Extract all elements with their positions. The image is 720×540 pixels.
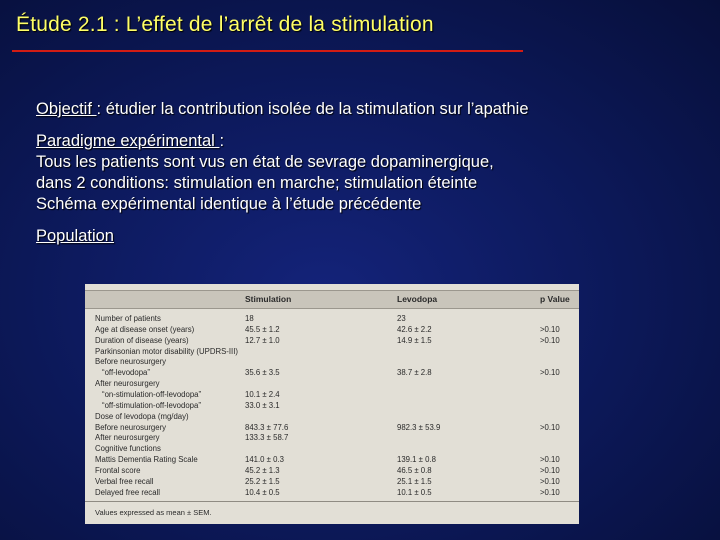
table-cell: 38.7 ± 2.8: [397, 368, 432, 378]
table-row: [85, 368, 579, 377]
table-cell: Before neurosurgery: [95, 422, 167, 432]
slide-title: Étude 2.1 : L’effet de l’arrêt de la stimulation: [16, 13, 434, 36]
objectif-paragraph: [36, 99, 706, 120]
table-cell: >0.10: [540, 422, 560, 432]
table-cell: Dose of levodopa (mg/day): [95, 411, 189, 421]
table-cell: >0.10: [540, 465, 560, 475]
paradigme-line-2: dans 2 conditions: stimulation en marche; stimulation éteinte: [36, 174, 478, 192]
table-cell: Delayed free recall: [95, 487, 161, 497]
population-table: [85, 284, 579, 524]
table-cell: 25.1 ± 1.5: [397, 476, 432, 486]
table-header-cell: Levodopa: [397, 294, 438, 304]
table-row: [85, 488, 579, 497]
table-cell: >0.10: [540, 487, 560, 497]
population-label: Population: [36, 227, 114, 245]
table-cell: >0.10: [540, 476, 560, 486]
table-cell: Duration of disease (years): [95, 335, 189, 345]
objectif-label: Objectif: [36, 100, 97, 118]
table-cell: After neurosurgery: [95, 433, 160, 443]
table-row: [85, 325, 579, 334]
table-row: [85, 477, 579, 486]
table-cell: 139.1 ± 0.8: [397, 455, 436, 465]
table-row: [85, 347, 579, 356]
table-cell: 843.3 ± 77.6: [245, 422, 289, 432]
table-cell: “on-stimulation-off-levodopa”: [102, 389, 202, 399]
table-cell: >0.10: [540, 455, 560, 465]
table-header-cell: p Value: [540, 294, 570, 304]
table-row: [85, 412, 579, 421]
table-cell: 35.6 ± 3.5: [245, 368, 280, 378]
table-cell: 45.5 ± 1.2: [245, 324, 280, 334]
table-cell: 10.4 ± 0.5: [245, 487, 280, 497]
table-cell: “off-stimulation-off-levodopa”: [102, 400, 201, 410]
table-row: [85, 466, 579, 475]
table-cell: >0.10: [540, 368, 560, 378]
paradigme-line-1: Tous les patients sont vus en état de sevrage dopaminergique,: [36, 153, 494, 171]
table-row: [85, 379, 579, 388]
table-row: [85, 314, 579, 323]
table-cell: >0.10: [540, 335, 560, 345]
table-cell: 10.1 ± 0.5: [397, 487, 432, 497]
table-row: [85, 336, 579, 345]
table-row: [85, 444, 579, 453]
table-cell: 12.7 ± 1.0: [245, 335, 280, 345]
table-cell: Frontal score: [95, 465, 141, 475]
paradigme-paragraph: [36, 131, 706, 215]
table-cell: Verbal free recall: [95, 476, 154, 486]
table-footer-rule: [85, 501, 579, 502]
table-row: [85, 455, 579, 464]
table-cell: 25.2 ± 1.5: [245, 476, 280, 486]
paradigme-colon: :: [219, 132, 225, 150]
population-paragraph: [36, 226, 706, 247]
table-cell: Number of patients: [95, 314, 161, 323]
paradigme-line-3: Schéma expérimental identique à l’étude précédente: [36, 195, 422, 213]
table-cell: 45.2 ± 1.3: [245, 465, 280, 475]
table-cell: Age at disease onset (years): [95, 324, 195, 334]
table-cell: Before neurosurgery: [95, 357, 167, 367]
table-cell: 18: [245, 314, 254, 323]
table-row: [85, 433, 579, 442]
table-header-row: [85, 290, 579, 309]
table-cell: Parkinsonian motor disability (UPDRS-III): [95, 346, 238, 356]
table-cell: After neurosurgery: [95, 379, 160, 389]
table-cell: 42.6 ± 2.2: [397, 324, 432, 334]
table-cell: 33.0 ± 3.1: [245, 400, 280, 410]
table-row: [85, 401, 579, 410]
table-row: [85, 423, 579, 432]
title-underline-rule: [12, 50, 523, 52]
slide-body: [36, 99, 706, 258]
table-cell: 23: [397, 314, 406, 323]
table-cell: 133.3 ± 58.7: [245, 433, 289, 443]
table-cell: Mattis Dementia Rating Scale: [95, 455, 198, 465]
objectif-text: : étudier la contribution isolée de la stimulation sur l’apathie: [96, 100, 529, 118]
table-cell: 10.1 ± 2.4: [245, 389, 280, 399]
table-row: [85, 390, 579, 399]
table-footnote: Values expressed as mean ± SEM.: [95, 508, 212, 517]
table-header-cell: Stimulation: [245, 294, 292, 304]
paradigme-label: Paradigme expérimental: [36, 132, 220, 150]
table-row: [85, 357, 579, 366]
table-cell: Cognitive functions: [95, 444, 161, 454]
table-cell: >0.10: [540, 324, 560, 334]
table-cell: 14.9 ± 1.5: [397, 335, 432, 345]
table-cell: 46.5 ± 0.8: [397, 465, 432, 475]
table-cell: “off-levodopa”: [102, 368, 150, 378]
table-cell: 141.0 ± 0.3: [245, 455, 284, 465]
table-cell: 982.3 ± 53.9: [397, 422, 441, 432]
